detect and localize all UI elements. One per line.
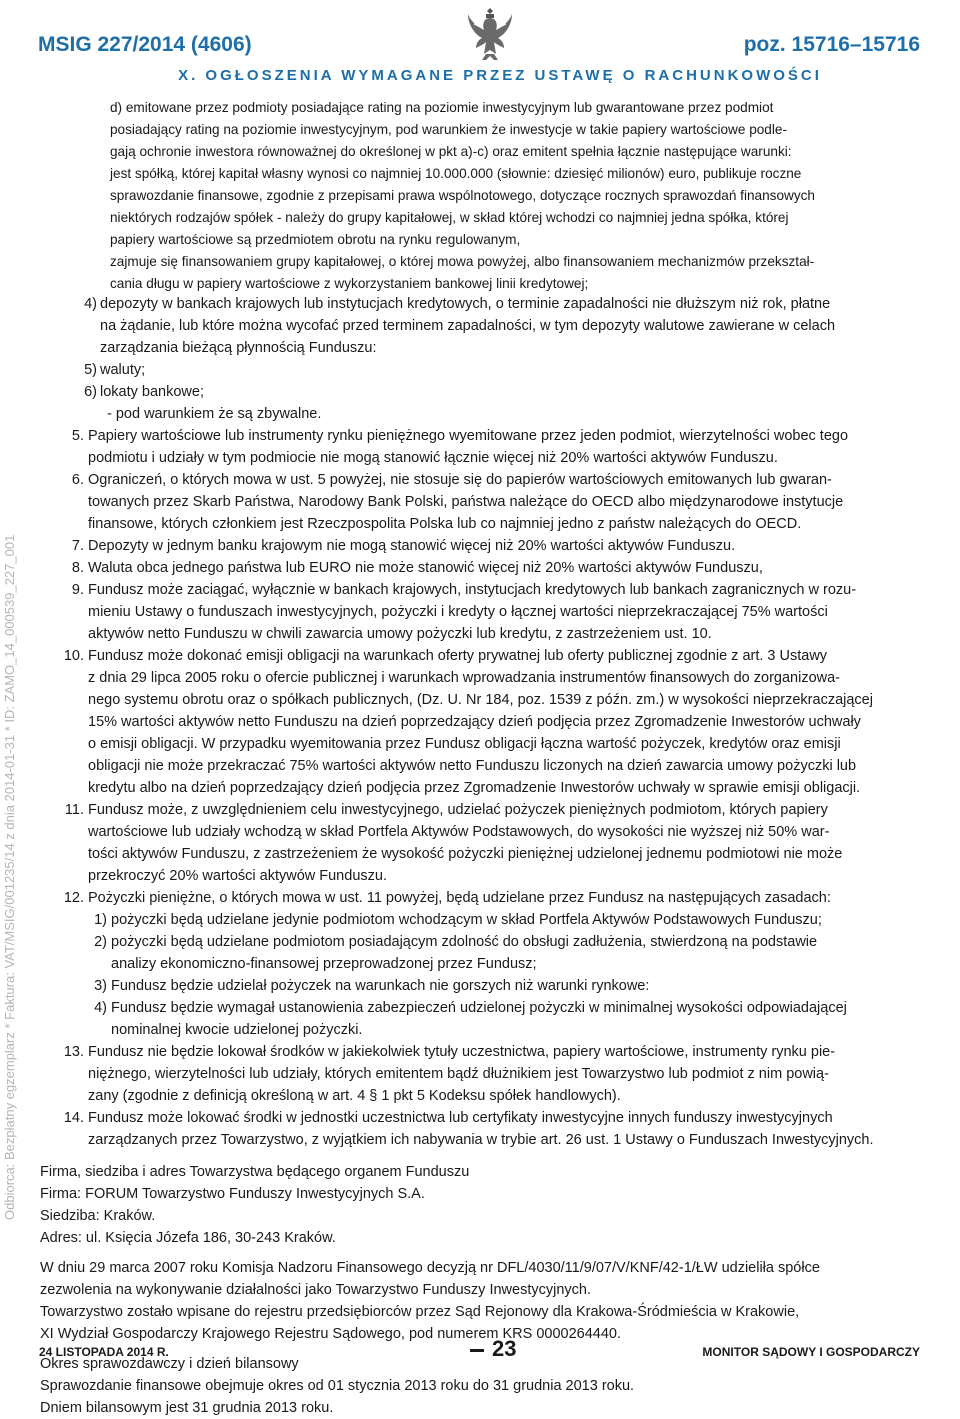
text-line [40, 141, 960, 163]
text-line [40, 711, 960, 733]
text-line [40, 953, 960, 975]
text-line [40, 1397, 960, 1419]
publication-date: 24 LISTOPADA 2014 R. [39, 1345, 169, 1359]
text-line [40, 689, 960, 711]
item-number: 11. [64, 802, 84, 818]
text-line [40, 1227, 960, 1249]
line-text: Depozyty w jednym banku krajowym nie mogą stanowić więcej niż 20% wartości aktywów Funduszu. [88, 538, 736, 554]
line-text: kredytu albo na dzień poprzedzający dzień podjęcia przez Zgromadzenie Inwestorów uchwały w sprawie emisji obligacji. [88, 780, 861, 796]
line-text: Fundusz może dokonać emisji obligacji na warunkach oferty prywatnej lub oferty publicznej zgodnie z art. 3 Ustawy [88, 648, 828, 664]
text-line [40, 1085, 960, 1107]
text-line [40, 667, 960, 689]
line-text: Dniem bilansowym jest 31 grudnia 2013 roku. [40, 1400, 334, 1416]
text-line [40, 1041, 960, 1063]
text-line [40, 381, 960, 403]
text-line [40, 623, 960, 645]
line-text: depozyty w bankach krajowych lub instytucjach kredytowych, o terminie zapadalności nie dłuższym niż rok, płatne [100, 296, 831, 312]
line-text: Papiery wartościowe lub instrumenty rynku pieniężnego wyemitowane przez jeden podmiot, wierzytelności wobec tego [88, 428, 849, 444]
line-text: analizy ekonomiczno-finansowej przeprowadzonej przez Fundusz; [111, 956, 537, 972]
line-text: pożyczki będą udzielane podmiotom posiadającym zdolność do obsługi zadłużenia, stwierdzoną na podstawie [111, 934, 818, 950]
text-line [40, 425, 960, 447]
item-number: 10. [63, 648, 84, 664]
text-line [40, 799, 960, 821]
item-number: 1) [94, 912, 107, 928]
item-number: 3) [94, 978, 107, 994]
line-text: zany (zgodnie z definicją określoną w art. 4 § 1 pkt 5 Kodeksu spółek handlowych). [88, 1088, 621, 1104]
text-line [40, 163, 960, 185]
item-number: 4) [94, 1000, 107, 1016]
page-number: 23 [462, 1336, 516, 1362]
line-text: tości aktywów Funduszu, z zastrzeżeniem że wysokość pożyczki pieniężnej udzielonej jednemu podmiotowi nie może [88, 846, 843, 862]
item-number: 4) [84, 296, 97, 312]
line-text: przekroczyć 20% wartości aktywów Funduszu. [88, 868, 387, 884]
item-number: 5. [71, 428, 84, 444]
item-number: 13. [63, 1044, 84, 1060]
line-text: papiery wartościowe są przedmiotem obrotu na rynku regulowanym, [110, 232, 521, 247]
publication-name: MONITOR SĄDOWY I GOSPODARCZY [702, 1345, 920, 1359]
line-text: zajmuje się finansowaniem grupy kapitałowej, o której mowa powyżej, albo finansowaniem mechanizmów przekształ- [110, 254, 815, 269]
line-text: Okres sprawozdawczy i dzień bilansowy [40, 1356, 299, 1372]
item-number: 14. [63, 1110, 84, 1126]
text-line [40, 1063, 960, 1085]
text-line [40, 1183, 960, 1205]
line-text: niężnego, wierzytelności lub udziały, których emitentem bądź dłużnikiem jest Towarzystwo lub podmiot z nim powią- [88, 1066, 829, 1082]
text-line [40, 273, 960, 295]
line-text: obligacji nie może przekraczać 75% wartości aktywów netto Funduszu liczonych na dzień zawarcia umowy pożyczki lub [88, 758, 857, 774]
text-line [40, 1279, 960, 1301]
text-line [40, 185, 960, 207]
item-number: 2) [94, 934, 107, 950]
text-line [40, 777, 960, 799]
line-text: d) emitowane przez podmioty posiadające rating na poziomie inwestycyjnym lub gwarantowane przez podmiot [110, 100, 774, 115]
line-text: towanych przez Skarb Państwa, Narodowy Bank Polski, państwa należące do OECD albo międzynarodowe instytucje [88, 494, 844, 510]
line-text: nominalnej kwocie udzielonej pożyczki. [111, 1022, 363, 1038]
line-text: zarządzanych przez Towarzystwo, z wyjątkiem ich nabywania w trybie art. 26 ust. 1 Ustawy o Funduszach Inwestycyjnych. [88, 1132, 874, 1148]
text-line [40, 535, 960, 557]
text-line [40, 601, 960, 623]
line-text: aktywów netto Funduszu w chwili zawarcia umowy pożyczki lub kredytu, z zastrzeżeniem ust. 10. [88, 626, 712, 642]
text-line [40, 843, 960, 865]
line-text: nego systemu obrotu oraz o spółkach publicznych, (Dz. U. Nr 184, poz. 1539 z późn. zm.) w wysokości nieprzekraczającej [88, 692, 873, 708]
line-text: Fundusz będzie wymagał ustanowienia zabezpieczeń udzielonej pożyczki w minimalnej wysokości odpowiadającej [111, 1000, 847, 1016]
line-text: waluty; [100, 362, 146, 378]
journal-issue: MSIG 227/2014 (4606) [38, 33, 252, 56]
text-line [40, 337, 960, 359]
text-line [40, 251, 960, 273]
text-line [40, 1205, 960, 1227]
text-line [40, 447, 960, 469]
text-line [40, 403, 960, 425]
line-text: Towarzystwo zostało wpisane do rejestru przedsiębiorców przez Sąd Rejonowy dla Krakowa-Śródmieścia w Krakowie, [40, 1304, 800, 1320]
section-title: X. OGŁOSZENIA WYMAGANE PRZEZ USTAWĘ O RACHUNKOWOŚCI [178, 67, 822, 84]
line-text: Ograniczeń, o których mowa w ust. 5 powyżej, nie stosuje się do papierów wartościowych emitowanych lub gwaran- [88, 472, 832, 488]
text-line [40, 1107, 960, 1129]
item-number: 6) [84, 384, 97, 400]
line-text: posiadający rating na poziomie inwestycyjnym, pod warunkiem że inwestycje w takie papiery wartościowe podle- [110, 122, 787, 137]
line-text: Fundusz będzie udzielał pożyczek na warunkach nie gorszych niż warunki rynkowe: [111, 978, 650, 994]
line-text: Fundusz może lokować środki w jednostki uczestnictwa lub certyfikaty inwestycyjne innych funduszy inwestycyjnych [88, 1110, 833, 1126]
text-line [40, 315, 960, 337]
item-number: 8. [71, 560, 84, 576]
line-text: gają ochronie inwestora równoważnej do określonej w pkt a)-c) oraz emitent spełnia łącznie następujące warunki: [110, 144, 792, 159]
line-text: zarządzania bieżącą płynnością Funduszu: [100, 340, 377, 356]
line-text: Fundusz może, z uwzględnieniem celu inwestycyjnego, udzielać pożyczek pieniężnych podmiotom, których papiery [88, 802, 828, 818]
line-text: 15% wartości aktywów netto Funduszu na dzień poprzedzający dzień podjęcia przez Zgromadzenie Inwestorów uchwały [88, 714, 861, 730]
line-text: W dniu 29 marca 2007 roku Komisja Nadzoru Finansowego decyzją nr DFL/4030/11/9/07/V/KNF/42-1/ŁW udzieliła spółce [40, 1260, 820, 1276]
line-text: - pod warunkiem że są zbywalne. [107, 406, 322, 422]
line-text: wartościowe lub udziały wchodzą w skład Portfela Aktywów Podstawowych, do wysokości nie wyższej niż 50% war- [88, 824, 830, 840]
text-line [40, 557, 960, 579]
text-line [40, 1019, 960, 1041]
eagle-emblem-icon [466, 4, 514, 62]
line-text: sprawozdanie finansowe, zgodnie z przepisami prawa wspólnotowego, dotyczące rocznych sprawozdań finansowych [110, 188, 815, 203]
line-text: z dnia 29 lipca 2005 roku o ofercie publicznej i warunkach wprowadzania instrumentów finansowych do zorganizowa- [88, 670, 840, 686]
text-line [40, 755, 960, 777]
recipient-watermark: Odbiorca: Bezpłatny egzemplarz * Faktura: VAT/MSIG/001235/14 z dnia 2014-01-31 * ID: ZAMO_14_000539_227_001 [2, 534, 17, 1220]
line-text: zezwolenia na wykonywanie działalności jako Towarzystwo Funduszy Inwestycyjnych. [40, 1282, 591, 1298]
text-line [40, 229, 960, 251]
line-text: pożyczki będą udzielane jedynie podmiotom wchodzącym w skład Portfela Aktywów Podstawowych Funduszu; [111, 912, 822, 928]
line-text: niektórych rodzajów spółek - należy do grupy kapitałowej, w skład której wchodzi co najmniej jedna spółka, której [110, 210, 789, 225]
text-line [40, 513, 960, 535]
line-text: Firma, siedziba i adres Towarzystwa będącego organem Funduszu [40, 1164, 470, 1180]
text-line [40, 491, 960, 513]
text-line [40, 293, 960, 315]
text-line [40, 645, 960, 667]
text-line [40, 207, 960, 229]
line-text: finansowe, których członkiem jest Rzeczpospolita Polska lub co najmniej jedno z państw należących do OECD. [88, 516, 802, 532]
text-line [40, 1129, 960, 1151]
line-text: XI Wydział Gospodarczy Krajowego Rejestru Sądowego, pod numerem KRS 0000264440. [40, 1326, 621, 1342]
line-text: Fundusz może zaciągać, wyłącznie w bankach krajowych, instytucjach kredytowych lub bankach zagranicznych w rozu- [88, 582, 857, 598]
text-line [40, 887, 960, 909]
text-line [40, 931, 960, 953]
line-text: Waluta obca jednego państwa lub EURO nie może stanowić więcej niż 20% wartości aktywów Funduszu, [88, 560, 763, 576]
text-line [40, 119, 960, 141]
text-line [40, 1375, 960, 1397]
line-text: Adres: ul. Księcia Józefa 186, 30-243 Kraków. [40, 1230, 336, 1246]
line-text: lokaty bankowe; [100, 384, 204, 400]
text-line [40, 97, 960, 119]
line-text: Sprawozdanie finansowe obejmuje okres od 01 stycznia 2013 roku do 31 grudnia 2013 roku. [40, 1378, 635, 1394]
text-line [40, 997, 960, 1019]
item-number: 5) [84, 362, 97, 378]
item-number: 12. [63, 890, 84, 906]
text-line [40, 359, 960, 381]
item-number: 9. [71, 582, 84, 598]
line-text: o emisji obligacji. W przypadku wyemitowania przez Fundusz obligacji łączna wartość pożyczek, kredytów oraz emisji [88, 736, 841, 752]
text-line [40, 1161, 960, 1183]
text-line [40, 909, 960, 931]
text-line [40, 1257, 960, 1279]
line-text: Pożyczki pieniężne, o których mowa w ust. 11 powyżej, będą udzielane przez Fundusz na następujących zasadach: [88, 890, 831, 906]
line-text: mieniu Ustawy o funduszach inwestycyjnych, pożyczki i kredyty o łącznej wartości nieprzekraczającej 75% wartości [88, 604, 828, 620]
line-text: na żądanie, lub które można wycofać przed terminem zapadalności, w tym depozyty walutowe zawierane w celach [100, 318, 836, 334]
text-line [40, 469, 960, 491]
line-text: Siedziba: Kraków. [40, 1208, 156, 1224]
line-text: cania długu w papiery wartościowe z wykorzystaniem bankowej linii kredytowej; [110, 276, 589, 291]
line-text: Firma: FORUM Towarzystwo Funduszy Inwestycyjnych S.A. [40, 1186, 425, 1202]
text-line [40, 865, 960, 887]
position-number: poz. 15716–15716 [743, 33, 920, 56]
text-line [40, 821, 960, 843]
text-line [40, 1301, 960, 1323]
text-line [40, 733, 960, 755]
item-number: 7. [71, 538, 84, 554]
text-line [40, 975, 960, 997]
item-number: 6. [71, 472, 84, 488]
line-text: podmiotu i udziały w tym podmiocie nie mogą stanowić łącznie więcej niż 20% wartości aktywów Funduszu. [88, 450, 778, 466]
text-line [40, 579, 960, 601]
line-text: jest spółką, której kapitał własny wynosi co najmniej 10.000.000 (słownie: dziesięć milionów) euro, publikuje roczne [110, 166, 802, 181]
line-text: Fundusz nie będzie lokował środków w jakiekolwiek tytuły uczestnictwa, papiery wartościowe, instrumenty rynku pie- [88, 1044, 836, 1060]
